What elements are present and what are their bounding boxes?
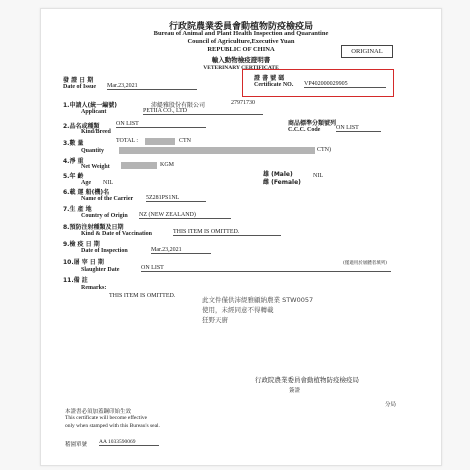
- quantity-unit: CTN: [179, 138, 191, 144]
- slaughter-en: Slaughter Date: [81, 267, 120, 273]
- check-label: 稽園單號: [65, 442, 88, 448]
- header-en-bureau: Bureau of Animal and Plant Health Inspection and Quarantine: [153, 30, 329, 37]
- carrier-value: 5Z281PS1NL: [146, 195, 206, 202]
- vaccination-en: Kind & Date of Vaccination: [81, 231, 153, 237]
- watermark-line-1: 此文件僅供沛緹雅顧納農業 STW0057: [202, 296, 314, 304]
- original-stamp: ORIGINAL: [341, 45, 393, 58]
- watermark-line-3: 狂野天廚: [202, 316, 228, 324]
- origin-value: NZ (NEW ZEALAND): [139, 212, 231, 219]
- origin-en: Country of Origin: [81, 213, 128, 219]
- certificate-no-value: VP402000029905: [304, 81, 386, 88]
- applicant-id: 27971730: [231, 100, 255, 106]
- remarks-zh: 11.備 註: [63, 277, 88, 284]
- quantity-detail-redaction: [119, 147, 315, 154]
- slaughter-zh: 10.屠 宰 日 期: [63, 259, 104, 266]
- inspection-en: Date of Inspection: [81, 248, 128, 254]
- issue-date-en: Date of Issue: [63, 84, 96, 90]
- sex-value: NIL: [313, 173, 323, 179]
- vaccination-zh: 8.預防注射種類及日期: [63, 224, 124, 231]
- header-zh-cert: 輸入動物檢疫證明書: [211, 56, 271, 64]
- net-weight-unit: KGM: [160, 162, 175, 168]
- check-value: AA 1033590069: [99, 439, 159, 446]
- ccc-en: C.C.C. Code: [288, 127, 321, 133]
- header-zh-title: 行政院農業委員會動植物防疫檢疫局: [168, 22, 313, 32]
- remarks-value: THIS ITEM IS OMITTED.: [109, 293, 176, 299]
- carrier-zh: 6.載 運 船(機)名: [63, 189, 110, 196]
- ccc-value: ON LIST: [336, 125, 381, 132]
- applicant-en: Applicant: [81, 109, 107, 115]
- vaccination-value: THIS ITEM IS OMITTED.: [173, 229, 281, 236]
- carrier-en: Name of the Carrier: [81, 196, 134, 202]
- inspection-zh: 9.檢 疫 日 期: [63, 241, 100, 248]
- ccc-zh: 商品標準分類號列: [288, 120, 337, 127]
- footer-agency: 行政院農業委員會動植物防疫檢疫局: [255, 376, 359, 384]
- sex-female: 雌 (Female): [263, 179, 301, 186]
- net-weight-redaction: [121, 162, 157, 169]
- issue-date-zh: 發 證 日 期: [63, 77, 94, 84]
- header-en-country: REPUBLIC OF CHINA: [207, 46, 275, 53]
- validity-en-2: only when stamped with this Bureau's seal.: [65, 423, 160, 429]
- validity-zh: 本證書必須加蓋鋼印始生效: [65, 409, 132, 415]
- quantity-en: Quantity: [81, 148, 105, 154]
- kind-en: Kind/Breed: [81, 129, 111, 135]
- quantity-total: TOTAL :: [116, 138, 139, 144]
- net-weight-en: Net Weight: [81, 164, 110, 170]
- certificate-no-zh: 證 書 號 碼: [254, 75, 285, 82]
- remarks-en: Remarks:: [81, 285, 107, 291]
- slaughter-note: (僅適用於屠體者填列): [343, 261, 388, 266]
- quantity-unit-close: CTN): [317, 147, 331, 153]
- quantity-zh: 3.數 量: [63, 140, 84, 147]
- certificate-page: [40, 8, 442, 466]
- validity-en-1: This certificate will become effective: [65, 415, 148, 421]
- slaughter-value: ON LIST: [141, 265, 391, 272]
- age-en: Age: [81, 180, 91, 186]
- applicant-name-zh: 沛緹雅股份有限公司: [151, 102, 206, 109]
- footer-issuer: 簽證: [289, 388, 301, 394]
- footer-branch: 分局: [385, 402, 397, 408]
- header-en-cert: VETERINARY CERTIFICATE: [203, 65, 279, 71]
- applicant-name-en: PETIIA CO., LTD: [143, 108, 263, 115]
- net-weight-zh: 4.淨 重: [63, 158, 84, 165]
- age-value: NIL: [103, 180, 113, 186]
- issue-date-value: Mar.23,2021: [107, 83, 197, 90]
- header-en-council: Council of Agriculture,Executive Yuan: [187, 38, 295, 45]
- certificate-no-en: Certificate NO.: [254, 82, 294, 88]
- kind-zh: 2.品名或種類: [63, 123, 100, 130]
- sex-male: 雄 (Male): [263, 171, 293, 178]
- origin-zh: 7.生 產 地: [63, 206, 92, 213]
- applicant-zh: 1.申請人(統一編號): [63, 102, 117, 109]
- quantity-redaction: [145, 138, 175, 145]
- watermark-line-2: 使用，未經同意不得轉載: [202, 306, 274, 314]
- inspection-value: Mar.23,2021: [151, 247, 211, 254]
- age-zh: 5.年 齡: [63, 173, 84, 180]
- kind-value: ON LIST: [116, 121, 206, 128]
